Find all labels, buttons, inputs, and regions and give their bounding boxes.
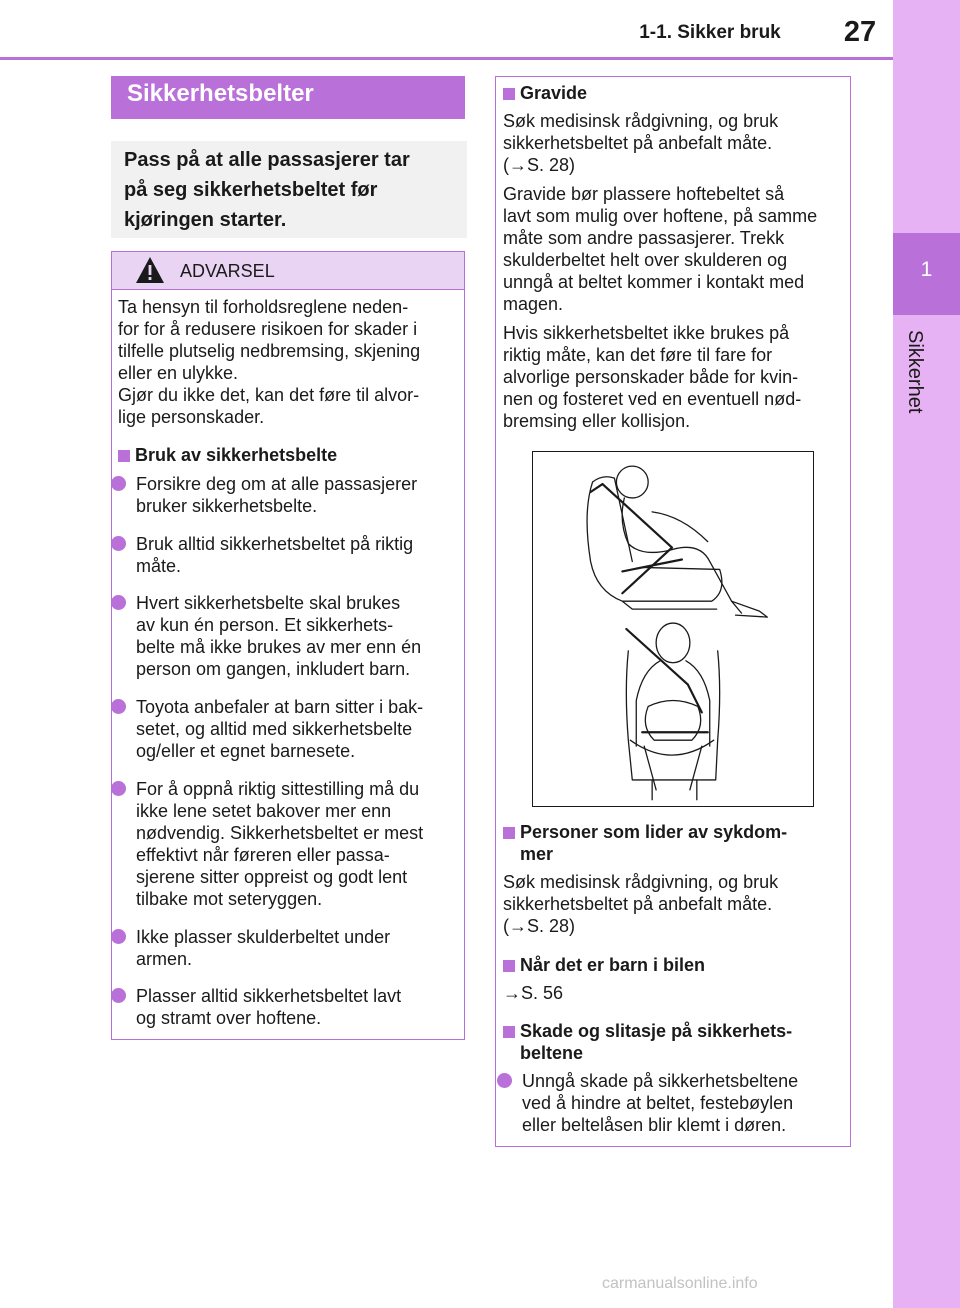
gravide-paragraph-1: Søk medisinsk rådgivning, og bruk sikkerhetsbeltet på anbefalt måte. (→S. 28) [503,111,779,175]
chapter-side-tab [893,0,960,1308]
bullet-dot-icon [111,929,126,944]
sykdom-heading-text: Personer som lider av sykdom- mer [520,822,788,864]
bullet-dot-icon [111,595,126,610]
list-item-text: Bruk alltid sikkerhetsbeltet på riktig måte. [136,534,414,576]
bullet-dot-icon [111,699,126,714]
warning-label: ADVARSEL [180,261,275,281]
skade-heading [503,1020,843,1064]
gravide-heading-text: Gravide [520,83,588,103]
bullet-dot-icon [111,476,126,491]
bullet-dot-icon [497,1073,512,1088]
section-header: 1-1. Sikker bruk [639,22,781,43]
warning-intro: Ta hensyn til forholdsreglene neden- for for å redusere risikoen for skader i tilfelle plutselig nedbremsing, skjening eller en ulykke. Gjør du ikke det, kan det føre til alvor- lige personskader. [118,297,421,427]
warning-subheading-text: Bruk av sikkerhetsbelte [135,445,338,465]
list-item-text: Unngå skade på sikkerhetsbeltene ved å hindre at beltet, festebøylen eller beltelåsen blir klemt i døren. [522,1071,799,1135]
square-bullet-icon [503,1026,515,1038]
list-item-text: Forsikre deg om at alle passasjerer bruker sikkerhetsbelte. [136,474,418,516]
gravide-heading [503,82,843,104]
skade-heading-text: Skade og slitasje på sikkerhets- beltene [520,1021,793,1063]
barn-page-reference[interactable]: →S. 56 [503,983,564,1003]
list-item-text: Ikke plasser skulderbeltet under armen. [136,927,391,969]
warning-triangle-icon [135,256,165,284]
square-bullet-icon [118,450,130,462]
bullet-dot-icon [111,536,126,551]
gravide-paragraph-2: Gravide bør plassere hoftebeltet så lavt som mulig over hoftene, på samme måte som andre passasjerer. Trekk skulderbeltet helt over skulderen og unngå at beltet kommer i kontakt med magen. [503,184,818,314]
sykdom-heading [503,821,843,865]
square-bullet-icon [503,88,515,100]
gravide-paragraph-3: Hvis sikkerhetsbeltet ikke brukes på riktig måte, kan det føre til fare for alvorlige personskader både for kvin- nen og fosteret ved en eventuell nød- bremsing eller kollisjon. [503,323,802,431]
page-number: 27 [843,16,877,48]
bullet-dot-icon [111,781,126,796]
list-item-text: Toyota anbefaler at barn sitter i bak- setet, og alltid med sikkerhetsbelte og/eller et egnet barnesete. [136,697,424,761]
barn-heading-text: Når det er barn i bilen [520,955,706,975]
list-item-text: Hvert sikkerhetsbelte skal brukes av kun én person. Et sikkerhets- belte må ikke brukes av mer enn én person om gangen, inkludert barn. [136,593,422,679]
chapter-number: 1 [920,258,933,281]
square-bullet-icon [503,827,515,839]
header-divider [0,57,893,60]
list-item-text: Plasser alltid sikkerhetsbeltet lavt og stramt over hoftene. [136,986,402,1028]
pregnant-seatbelt-illustration [532,451,814,807]
watermark: carmanualsonline.info [602,1275,758,1292]
barn-heading [503,954,843,976]
sykdom-paragraph: Søk medisinsk rådgivning, og bruk sikkerhetsbeltet på anbefalt måte. (→S. 28) [503,872,779,936]
list-item-text: For å oppnå riktig sittestilling må du ikke lene setet bakover mer enn nødvendig. Sikkerhetsbeltet er mest effektivt når føreren eller passa- sjerene sitter oppreist og godt lent tilbake mot seteryggen. [136,779,424,909]
chapter-label: Sikkerhet [904,330,926,414]
intro-text: Pass på at alle passasjerer tar på seg sikkerhetsbeltet før kjøringen starter. [124,149,410,231]
section-title: Sikkerhetsbelter [127,80,314,107]
square-bullet-icon [503,960,515,972]
bullet-dot-icon [111,988,126,1003]
warning-subheading [118,444,458,466]
